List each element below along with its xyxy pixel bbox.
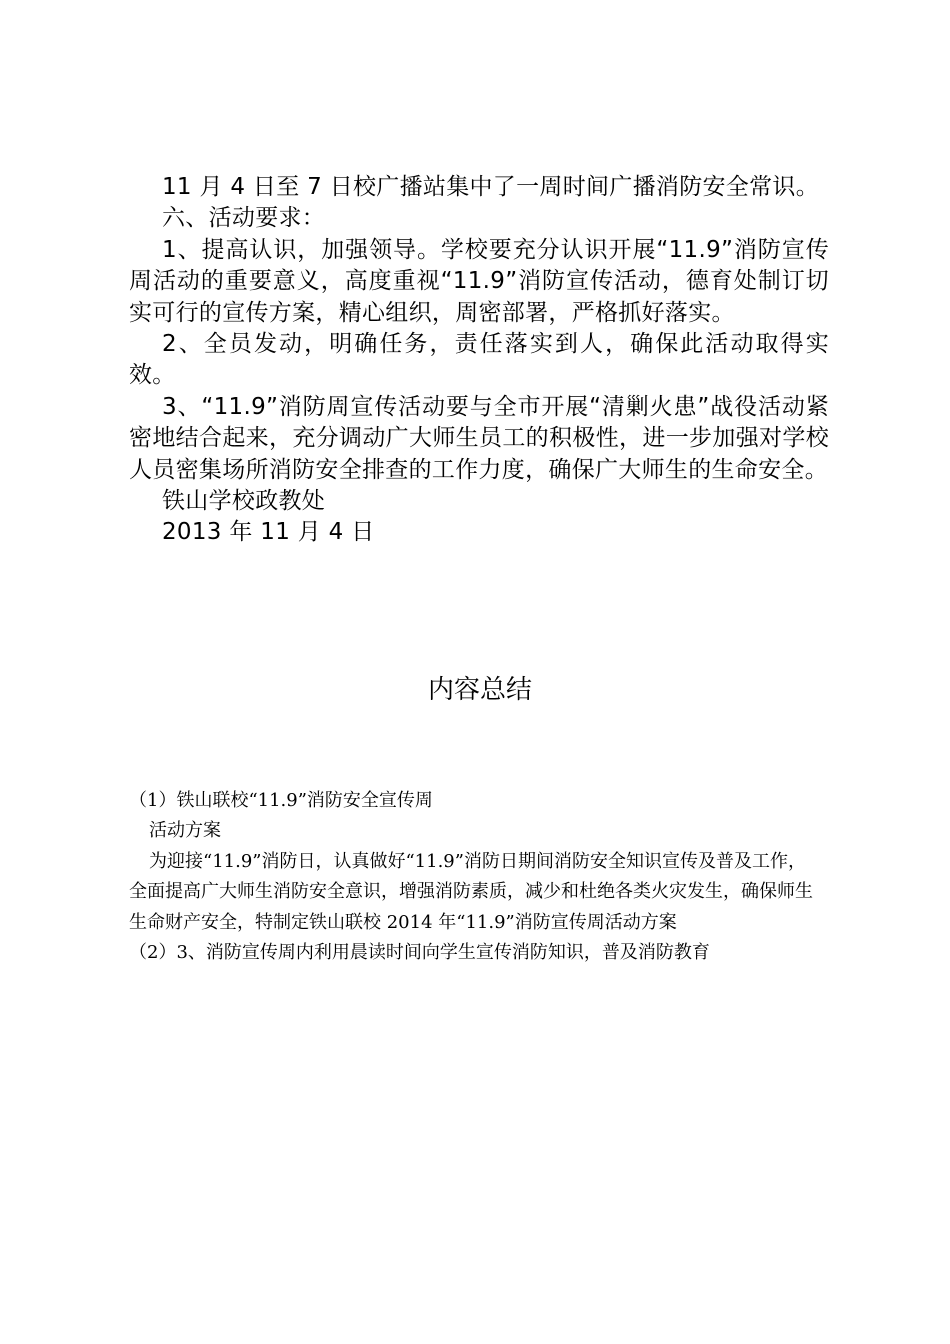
summary-item-1-heading: （1）铁山联校“11.9”消防安全宣传周 xyxy=(129,790,433,811)
summary-item-1-subheading: 活动方案 xyxy=(149,820,221,842)
paragraph-requirement-1: 1、提高认识，加强领导。学校要充分认识开展“11.9”消防宣传周活动的重要意义，高度重视“11.9”消防宣传活动，德育处制订切实可行的宣传方案，精心组织，周密部署，严格抓好落实。 xyxy=(129,236,829,326)
summary-title: 内容总结 xyxy=(427,675,532,705)
paragraph-broadcast: 11 月 4 日至 7 日校广播站集中了一周时间广播消防安全常识。 xyxy=(162,174,819,200)
paragraph-requirement-2: 2、全员发动，明确任务，责任落实到人，确保此活动取得实效。 xyxy=(129,331,829,389)
signature-line: 铁山学校政教处 xyxy=(162,488,326,515)
section-heading-requirements: 六、活动要求： xyxy=(162,205,326,232)
paragraph-requirement-3: 3、“11.9”消防周宣传活动要与全市开展“清剿火患”战役活动紧密地结合起来，充分调动广大师生员工的积极性，进一步加强对学校人员密集场所消防安全排查的工作力度，确保广大师生的生命安全。 xyxy=(129,393,829,483)
body-text-block xyxy=(129,172,829,549)
date-line: 2013 年 11 月 4 日 xyxy=(162,519,375,546)
summary-item-1-text: 为迎接“11.9”消防日，认真做好“11.9”消防日期间消防安全知识宣传及普及工作，全面提高广大师生消防安全意识，增强消防素质，减少和杜绝各类火灾发生，确保师生生命财产安全，特制定铁山联校 2014 年“11.9”消防宣传周活动方案 xyxy=(129,850,813,933)
summary-block xyxy=(129,786,819,968)
summary-item-2-text: （2）3、消防宣传周内利用晨读时间向学生宣传消防知识，普及消防教育 xyxy=(129,942,710,964)
